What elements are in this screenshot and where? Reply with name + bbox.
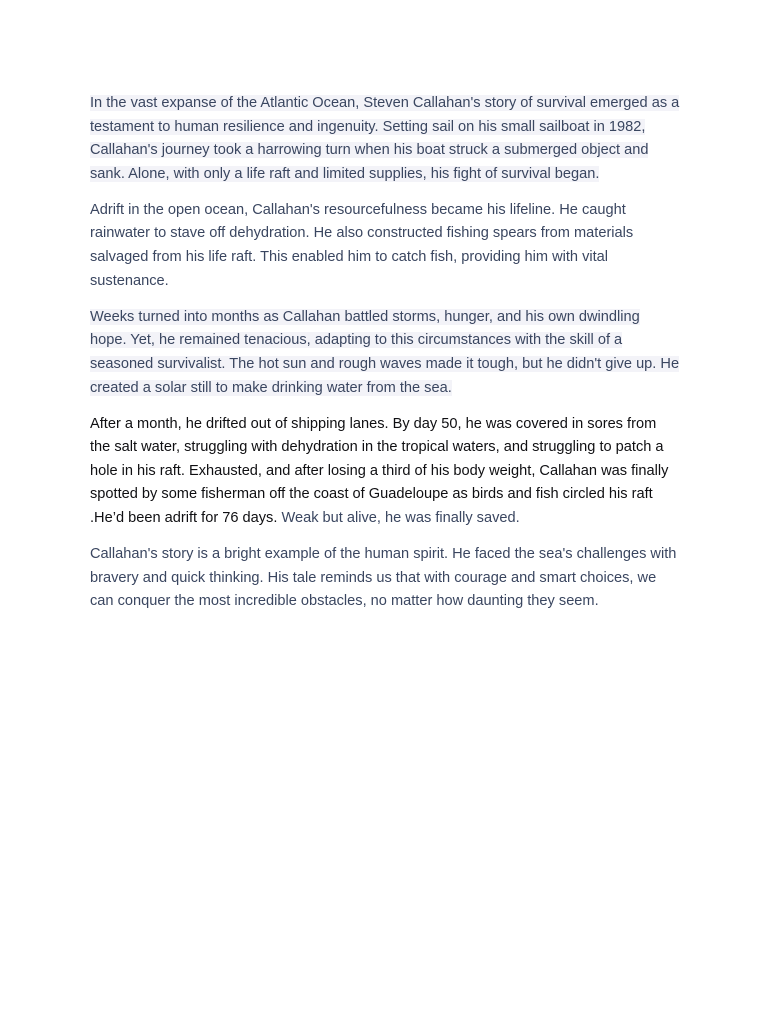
paragraph-1-text: In the vast expanse of the Atlantic Ocean, Steven Callahan's story of survival emerged as a testament to human resilience and ingenuity. Setting sail on his small sailboat in 1982, Callahan's journey took a harrowing turn when his boat struck a submerged object and sank. Alone, with only a life raft and limited supplies, his fight of survival began. (90, 95, 680, 182)
paragraph-4-closing-text: Weak but alive, he was finally saved. (277, 510, 520, 526)
paragraph-2 (90, 199, 680, 293)
paragraph-5 (90, 543, 680, 614)
paragraph-4-text: After a month, he drifted out of shipping lanes. By day 50, he was covered in sores from the salt water, struggling with dehydration in the tropical waters, and struggling to patch a hole in his raft. Exhausted, and after losing a third of his body weight, Callahan was finally spotted by some fisherman off the coast of Guadeloupe as birds and fish circled his raft .He’d been adrift for 76 days. (90, 415, 669, 526)
paragraph-3 (90, 306, 680, 400)
paragraph-1 (90, 92, 680, 186)
paragraph-4 (90, 413, 680, 531)
document-body (90, 92, 680, 626)
paragraph-5-text: Callahan's story is a bright example of the human spirit. He faced the sea's challenges with bravery and quick thinking. His tale reminds us that with courage and smart choices, we can conquer the most incredible obstacles, no matter how daunting they seem. (90, 546, 677, 610)
paragraph-2-text: Adrift in the open ocean, Callahan's resourcefulness became his lifeline. He caught rainwater to stave off dehydration. He also constructed fishing spears from materials salvaged from his life raft. This enabled him to catch fish, providing him with vital sustenance. (90, 201, 634, 289)
paragraph-3-text: Weeks turned into months as Callahan battled storms, hunger, and his own dwindling hope. Yet, he remained tenacious, adapting to this circumstances with the skill of a seasoned survivalist. The hot sun and rough waves made it tough, but he didn't give up. He created a solar still to make drinking water from the sea. (90, 308, 680, 396)
